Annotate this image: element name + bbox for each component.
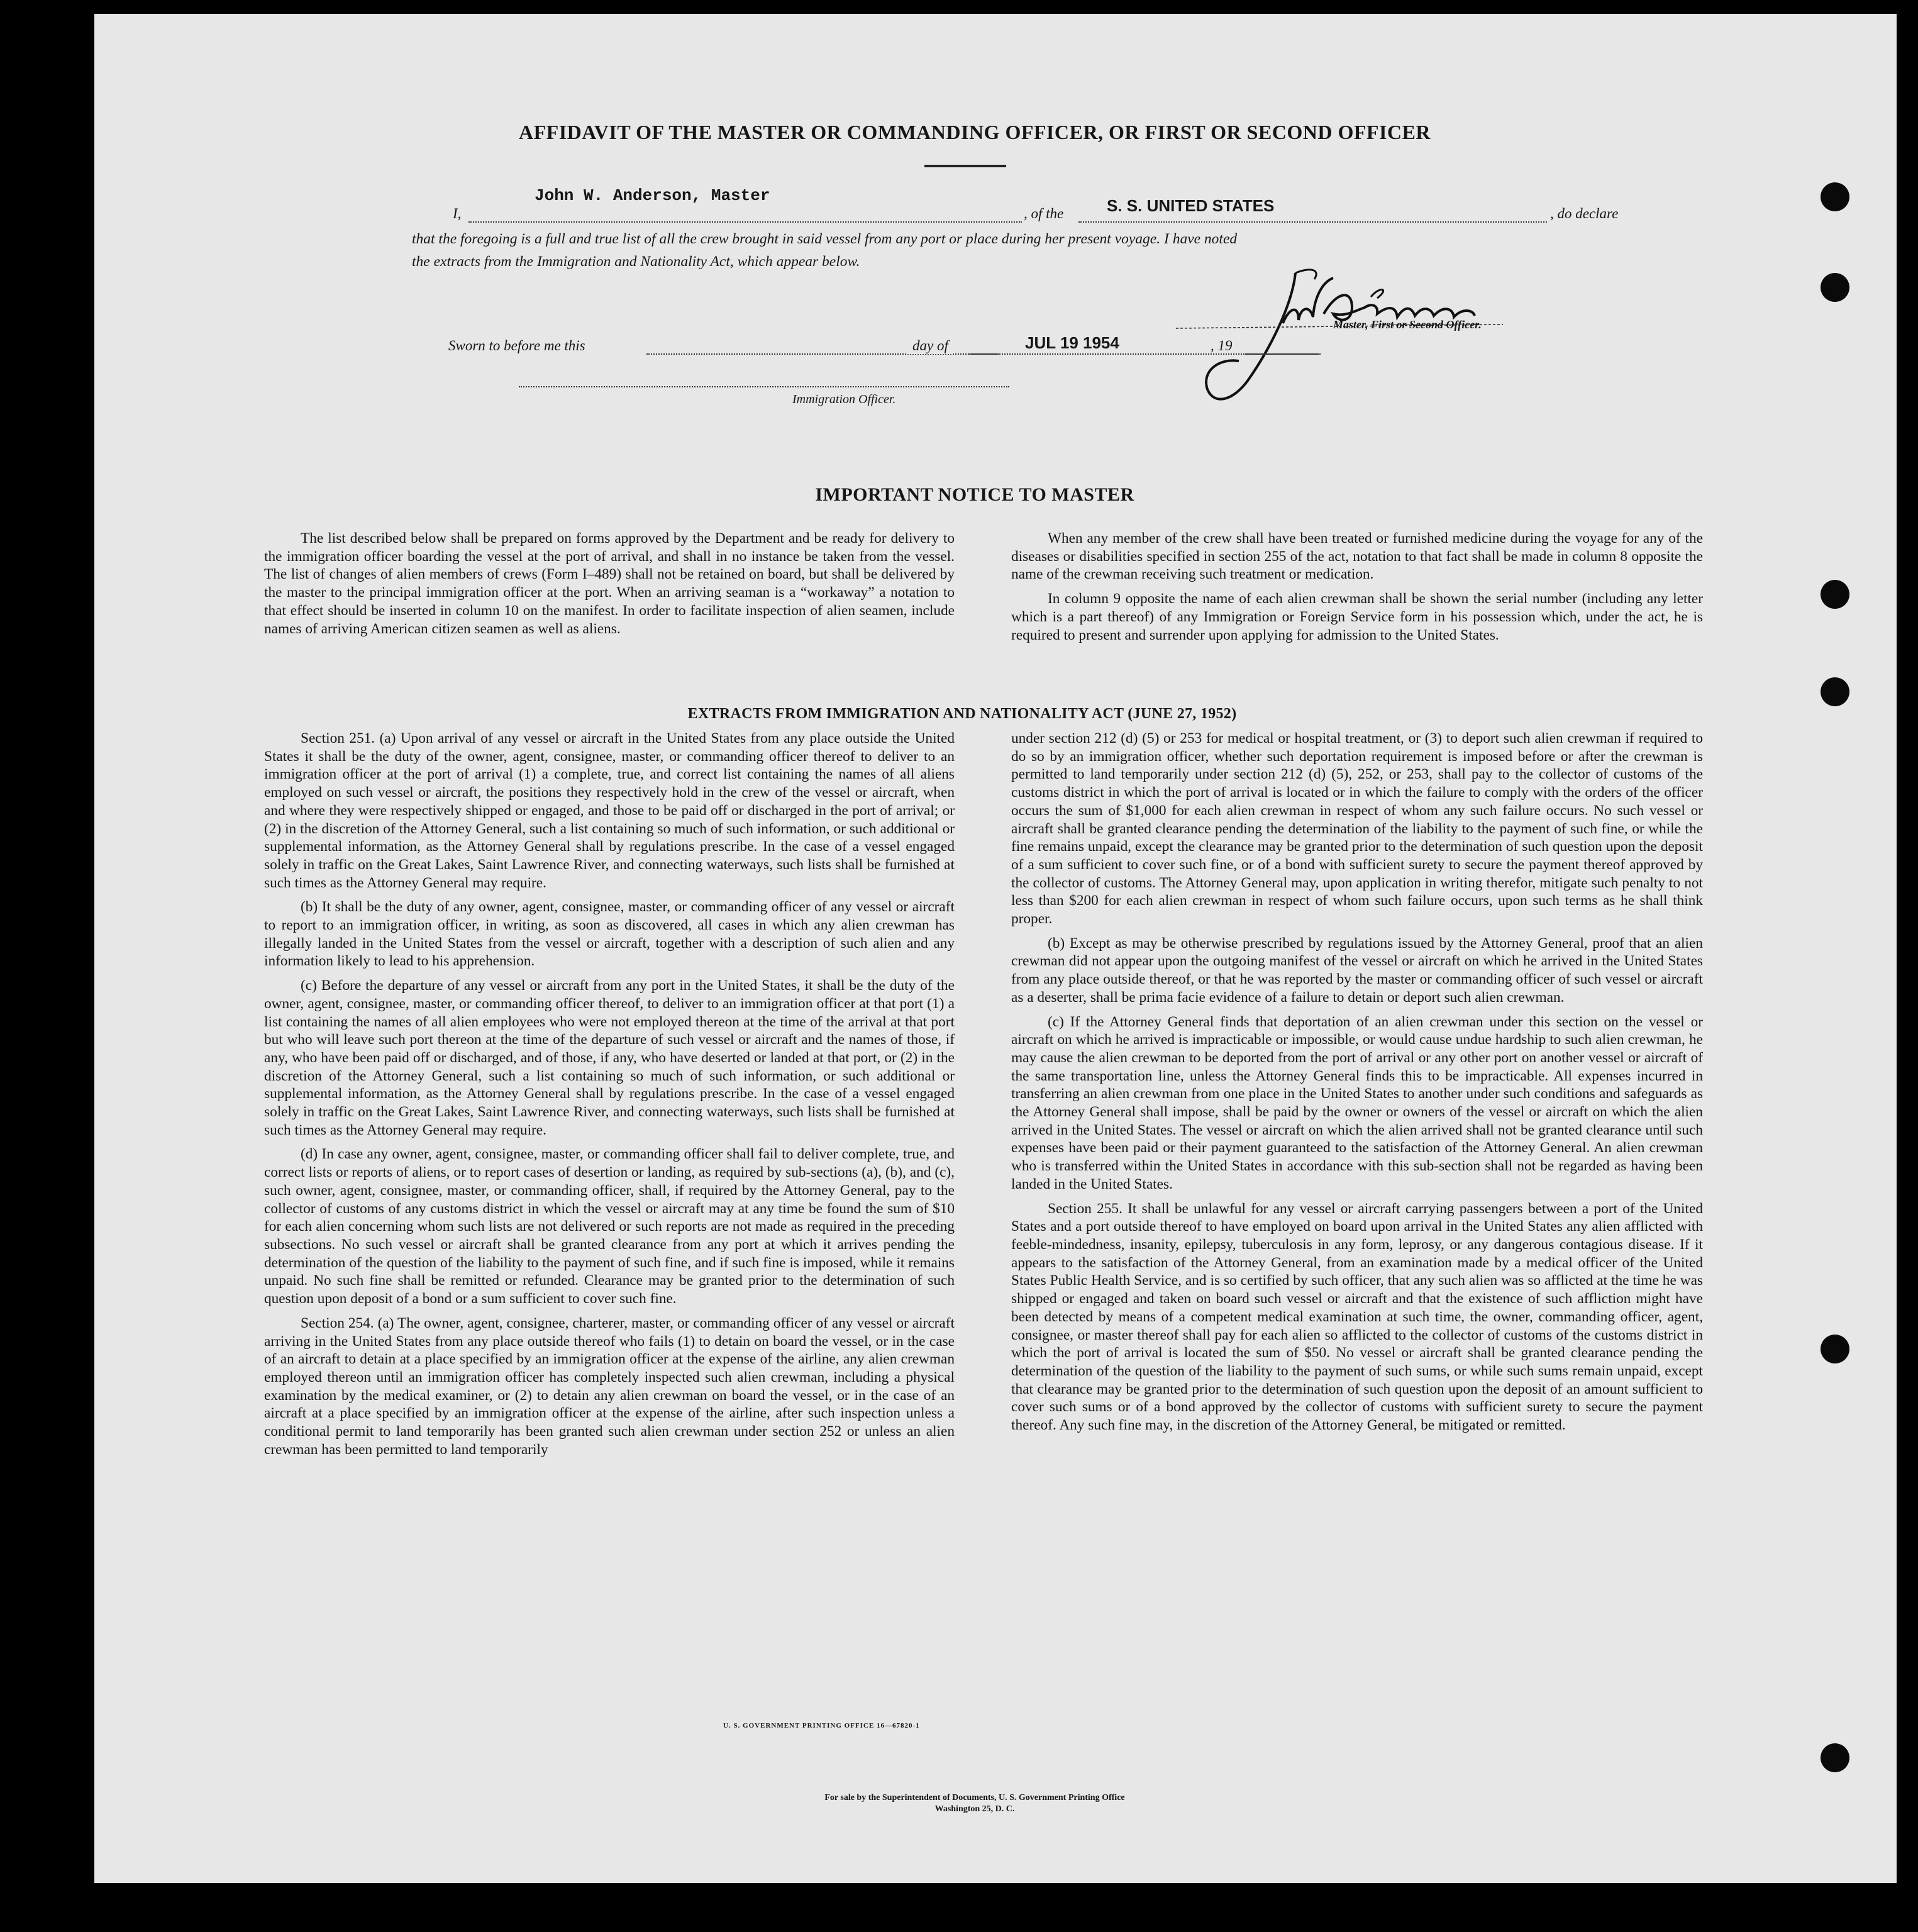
section-251-b: (b) It shall be the duty of any owner, agent, consignee, master, or commanding officer of any vessel or aircraft to report to an immigration officer, in writing, as soon as discovered, all cases in which any alien crewman has illegally landed in the United States from the vessel or aircraft, together with a description of such alien and any information likely to lead to his apprehension. bbox=[264, 899, 955, 970]
section-254-b: (b) Except as may be otherwise prescribed by regulations issued by the Attorney General, proof that an alien crewman did not appear upon the outgoing manifest of the vessel or aircraft on which he arrived in the United States from any place outside thereof, or that he was reported by the master or commanding officer of such vessel or aircraft as a deserter, shall be prima facie evidence of a failure to detain or deport such alien crewman. bbox=[1011, 935, 1703, 1006]
vessel-name-value: S. S. UNITED STATES bbox=[1107, 196, 1275, 215]
notice-right-paragraph-2: In column 9 opposite the name of each alien crewman shall be shown the serial number (including any letter which is a part thereof) of any Immigration or Foreign Service form in his possession which, under the act, he is required to present and surrender upon applying for admission to the United States. bbox=[1011, 591, 1703, 643]
section-251-c: (c) Before the departure of any vessel or aircraft from any port in the United States, it shall be the duty of the owner, agent, consignee, master, or commanding officer thereof, to deliver to an immigration officer at that port (1) a list containing the names of all alien employees who were not employed thereon at the time of the arrival at that port but who will leave such port thereon at the time of the departure of such vessel or aircraft and the names of those, if any, who have been paid off or discharged, and of those, if any, who have deserted or landed at that port, or (2) in the discretion of the Attorney General, such a list containing so much of such information, or such additional or supplemental information, as the Attorney General shall by regulations prescribe. In the case of a vessel engaged solely in traffic on the Great Lakes, Saint Lawrence River, and connecting waterways, such lists shall be furnished at such times as the Attorney General may require. bbox=[264, 977, 955, 1138]
section-251-a: Section 251. (a) Upon arrival of any vessel or aircraft in the United States from any place outside the United States it shall be the duty of the owner, agent, consignee, master, or commanding officer thereof to deliver to an immigration officer at the port of arrival (1) a complete, true, and correct list containing the names of all aliens employed on such vessel or aircraft, the positions they respectively hold in the crew of the vessel or aircraft, when and where they were respectively shipped or engaged, and those to be paid off or discharged in the port of arrival; or (2) in the discretion of the Attorney General, such a list containing so much of such information, or such additional or supplemental information, as the Attorney General shall by regulations prescribe. In the case of a vessel engaged solely in traffic on the Great Lakes, Saint Lawrence River, and connecting waterways, such lists shall be furnished at such times as the Attorney General may require. bbox=[264, 730, 955, 891]
notice-title: IMPORTANT NOTICE TO MASTER bbox=[815, 484, 1134, 505]
extracts-title: EXTRACTS FROM IMMIGRATION AND NATIONALITY ACT (JUNE 27, 1952) bbox=[687, 706, 1237, 722]
form-title: AFFIDAVIT OF THE MASTER OR COMMANDING OFFICER, OR FIRST OR SECOND OFFICER bbox=[519, 121, 1431, 143]
extracts-left-column bbox=[264, 730, 955, 1458]
notice-right-column bbox=[1011, 530, 1703, 644]
punch-hole bbox=[1821, 677, 1849, 706]
vessel-field-line bbox=[1078, 221, 1547, 223]
declaration-statement-line2: the extracts from the Immigration and Nationality Act, which appear below. bbox=[412, 253, 860, 270]
sworn-date-stamp: JUL 19 1954 bbox=[1025, 333, 1119, 352]
gpo-imprint: U. S. GOVERNMENT PRINTING OFFICE 16—67820-1 bbox=[723, 1722, 920, 1729]
punch-hole bbox=[1821, 273, 1849, 302]
extracts-right-column bbox=[1011, 730, 1703, 1435]
sale-line-2: Washington 25, D. C. bbox=[934, 1804, 1015, 1814]
section-251-d: (d) In case any owner, agent, consignee, master, or commanding officer shall fail to deliver complete, true, and correct lists or reports of aliens, or to report cases of desertion or landing, as required by sub-sections (a), (b), and (c), such owner, agent, consignee, master, or commanding officer, shall, if required by the Attorney General, pay to the collector of customs of any customs district in which the vessel or aircraft may at any time be found the sum of $10 for each alien concerning whom such lists are not delivered or such reports are not made as required in the preceding subsections. No such vessel or aircraft shall be granted clearance from any port at which it arrives pending the determination of the question of the liability to the payment of such fine, and if such fine is imposed, while it remains unpaid. No such fine shall be remitted or refunded. Clearance may be granted prior to the determination of such question upon deposit of a bond or a sum sufficient to cover such fine. bbox=[264, 1146, 955, 1307]
immigration-officer-line bbox=[519, 386, 1009, 387]
title-underline bbox=[924, 165, 1006, 167]
day-of-label: day of bbox=[907, 338, 953, 354]
section-255: Section 255. It shall be unlawful for any vessel or aircraft carrying passengers between a port of the United States and a port outside thereof to have employed on board upon arrival in the United States any alien afflicted with feeble-mindedness, insanity, epilepsy, tuberculosis in any form, leprosy, or any dangerous contagious disease. If it appears to the satisfaction of the Attorney General, from an examination made by a medical officer of the United States Public Health Service, and is so certified by such officer, that any such alien was so afflicted at the time he was shipped or engaged and taken on board such vessel or aircraft and that the existence of such affliction might have been detected by means of a competent medical examination at such time, the owner, commanding officer, agent, consignee, or master thereof shall pay for each alien so afflicted to the collector of customs of the customs district in which the port of arrival is located the sum of $50. No vessel or aircraft shall be granted clearance pending the determination of the question of the liability to the payment of such sums, or while such sums remain unpaid, except that clearance may be granted prior to the determination of such question upon the deposit of an amount sufficient to cover such sums or of a bond approved by the collector of customs with sufficient surety to secure the payment thereof. Any such fine may, in the discretion of the Attorney General, be mitigated or remitted. bbox=[1011, 1200, 1703, 1434]
signature-caption bbox=[1333, 318, 1482, 331]
notice-right-paragraph-1: When any member of the crew shall have been treated or furnished medicine during the voyage for any of the diseases or disabilities specified in section 255 of the act, notation to that fact shall be made in column 8 opposite the name of the crewman receiving such treatment or medication. bbox=[1011, 530, 1703, 583]
sale-notice bbox=[535, 1792, 1415, 1815]
punch-hole bbox=[1821, 580, 1849, 609]
master-name-value: John W. Anderson, Master bbox=[535, 186, 770, 205]
declaration-statement-line1: that the foregoing is a full and true list of all the crew brought in said vessel from any port or place during her present voyage. I have noted bbox=[412, 231, 1238, 247]
immigration-officer-label: Immigration Officer. bbox=[792, 392, 896, 406]
sale-line-1: For sale by the Superintendent of Documents, U. S. Government Printing Office bbox=[824, 1793, 1125, 1802]
punch-hole bbox=[1821, 182, 1849, 211]
section-254-c: (c) If the Attorney General finds that deportation of an alien crewman under this section on the vessel or aircraft on which he arrived is impracticable or impossible, or would cause undue hardship to such alien crewman, he may cause the alien crewman to be deported from the port of arrival or any other port on another vessel or aircraft of the same transportation line, unless the Attorney General finds this to be impracticable. All expenses incurred in transferring an alien crewman from one place in the United States to another under such conditions and safeguards as the Attorney General shall impose, shall be paid by the owner or owners of the vessel or aircraft on which the alien arrived in the United States. The vessel or aircraft on which the alien arrived shall not be granted clearance until such expenses have been paid or their payment guaranteed to the satisfaction of the Attorney General. An alien crewman who is transferred within the United States in accordance with this sub-section shall not be regarded as having been landed in the United States. bbox=[1011, 1013, 1703, 1192]
declaration-i-label: I, bbox=[453, 206, 462, 221]
sworn-year-line bbox=[1245, 353, 1321, 355]
punch-hole bbox=[1821, 1335, 1849, 1363]
do-declare-label: , do declare bbox=[1550, 206, 1619, 221]
of-the-label: , of the bbox=[1024, 206, 1064, 221]
section-254-a-continued: under section 212 (d) (5) or 253 for medical or hospital treatment, or (3) to deport such alien crewman if required to do so by an immigration officer, whether such deportation requirement is imposed before or after the crewman is permitted to land temporarily under section 212 (d) (5), 252, or 253, shall pay to the collector of customs of the customs district in which the port of arrival is located or in which the failure to comply with the orders of the officer occurs the sum of $1,000 for each alien crewman in respect of whom any such failure occurs. No such vessel or aircraft shall be granted clearance pending the determination of the liability to the payment of such fine, or while the fine remains unpaid, except the clearance may be granted prior to the determination of such question upon the deposit of a sum sufficient to cover such fine, or of a bond with sufficient surety to secure the payment thereof approved by the collector of customs. The Attorney General may, upon application in writing therefor, mitigate such penalty to not less than $200 for each alien crewman in respect of whom such failure occurs, upon such terms as he shall think proper. bbox=[1011, 730, 1703, 928]
punch-hole bbox=[1821, 1743, 1849, 1772]
affidavit-form-page bbox=[94, 14, 1897, 1883]
struck-officer-caption: First or Second Officer. bbox=[1371, 318, 1482, 331]
notice-left-paragraph: The list described below shall be prepared on forms approved by the Department and be ready for delivery to the immigration officer boarding the vessel at the port of arrival, and shall in no instance be taken from the vessel. The list of changes of alien members of crews (Form I–489) shall not be retained on board, but shall be delivered by the master to the principal immigration officer at the port. When an arriving seaman is a “workaway” a notation to that effect should be inserted in column 10 on the manifest. In order to facilitate inspection of alien seamen, include names of arriving American citizen seamen as well as aliens. bbox=[264, 530, 955, 637]
name-field-line bbox=[468, 221, 1022, 223]
year-suffix-label: , 19 bbox=[1211, 338, 1233, 353]
sworn-label: Sworn to before me this bbox=[448, 338, 585, 353]
notice-left-column bbox=[264, 530, 955, 638]
handwritten-signature bbox=[1163, 248, 1654, 424]
master-caption: Master, bbox=[1333, 318, 1368, 331]
section-254-a: Section 254. (a) The owner, agent, consignee, charterer, master, or commanding officer of any vessel or aircraft arriving in the United States from any place outside thereof who fails (1) to detain on board the vessel, or in the case of an aircraft to detain at a place specified by an immigration officer at the expense of the airline, any alien crewman employed thereon until an immigration officer has completely inspected such alien crewman, including a physical examination by the medical examiner, or (2) to detain any alien crewman on board the vessel, or in the case of an aircraft at a place specified by an immigration officer at the expense of the airline, after such inspection unless a conditional permit to land temporarily has been granted such alien crewman under section 252 or unless an alien crewman has been permitted to land temporarily bbox=[264, 1314, 955, 1458]
